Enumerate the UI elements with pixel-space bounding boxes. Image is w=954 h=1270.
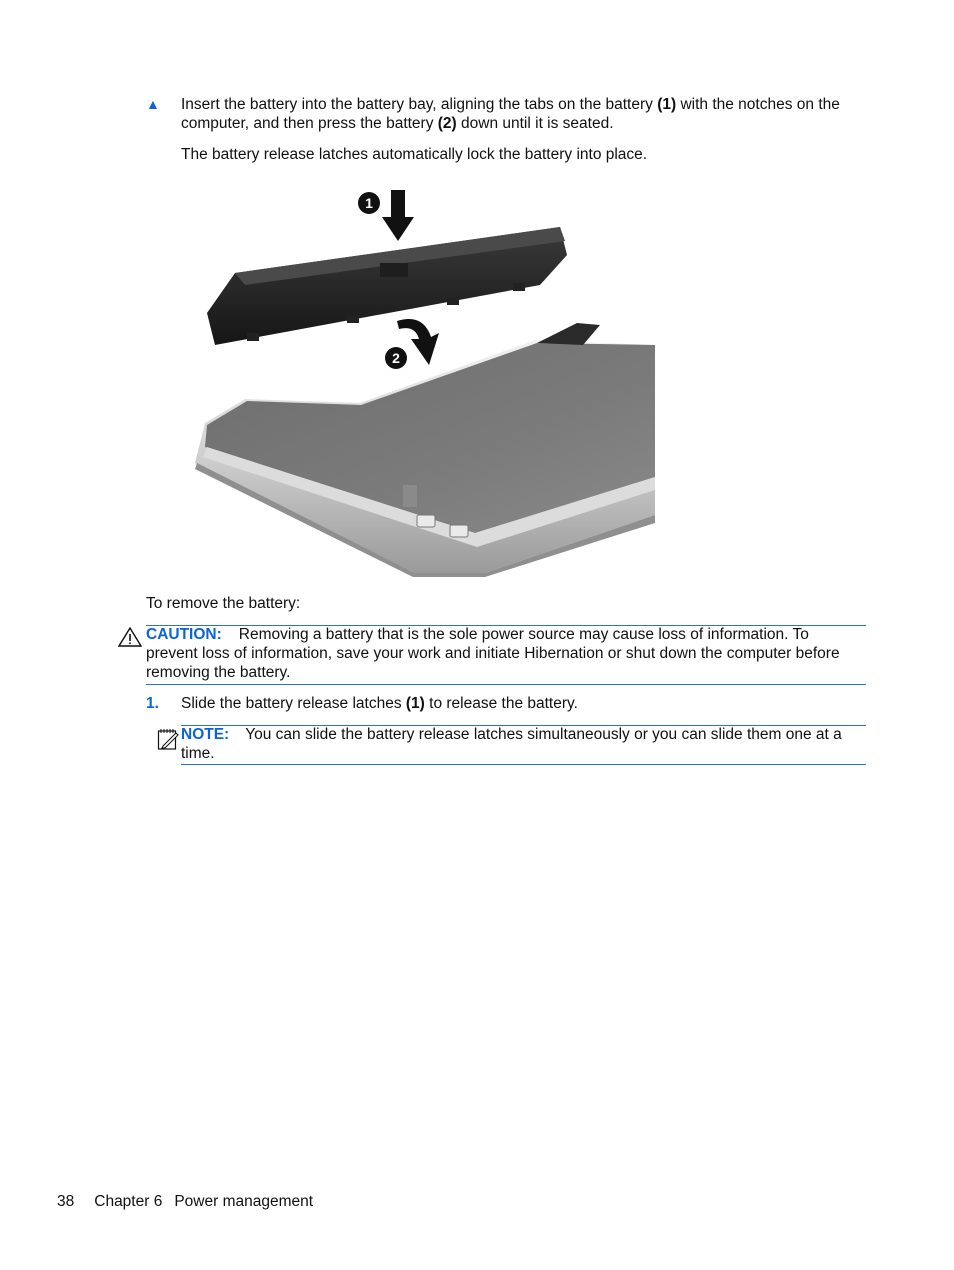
battery-tab [513, 283, 525, 291]
step-1-text [181, 694, 578, 713]
warning-triangle-icon [118, 627, 142, 647]
caution-bottom-rule [146, 684, 866, 685]
battery-illustration [185, 185, 660, 580]
note-bottom-rule [181, 764, 866, 765]
step-text-segment: computer, and then press the battery [181, 115, 438, 132]
step-text-line-2 [181, 114, 614, 133]
usb-port [417, 515, 435, 527]
notepad-icon [156, 727, 180, 751]
step-text-line-1 [181, 95, 840, 114]
step-callout-ref: (2) [437, 115, 457, 132]
step-text-segment: Insert the battery into the battery bay, aligning the tabs on the battery [181, 96, 658, 113]
step-number: 1. [146, 695, 159, 712]
step-followup-text: The battery release latches automatically lock the battery into place. [181, 146, 648, 163]
caution-label: CAUTION: [146, 626, 222, 643]
callout-1-label: 1 [365, 195, 373, 211]
usb-port [450, 525, 468, 537]
caution-warning-icon [118, 627, 142, 647]
step-callout-ref: (1) [657, 96, 677, 113]
battery-bay-latch [537, 323, 600, 345]
battery-tab [447, 297, 459, 305]
battery-tab [247, 333, 259, 341]
note-line-1 [181, 725, 842, 744]
page-number: 38 [57, 1193, 75, 1210]
callout-2-label: 2 [392, 350, 400, 366]
step-bullet-icon: ▲ [146, 96, 160, 112]
page-footer [57, 1192, 313, 1211]
footer-title: Power management [174, 1193, 314, 1210]
down-arrow-icon [382, 190, 414, 241]
battery-connector [380, 263, 408, 277]
remove-intro-text: To remove the battery: [146, 595, 301, 612]
caution-line-3: removing the battery. [146, 664, 291, 681]
step-text-segment: down until it is seated. [456, 115, 614, 132]
battery-tab [347, 315, 359, 323]
note-label: NOTE: [181, 726, 230, 743]
note-icon [156, 727, 180, 751]
caution-line-1 [146, 625, 809, 644]
note-text: You can slide the battery release latches simultaneously or you can slide them one at a [245, 726, 842, 743]
caution-line-2: prevent loss of information, save your work and initiate Hibernation or shut down the computer before [146, 645, 840, 662]
footer-chapter: Chapter 6 [94, 1193, 163, 1210]
step-callout-ref: (1) [405, 695, 425, 712]
step-text-segment: with the notches on the [676, 96, 840, 113]
battery-insertion-figure [185, 185, 660, 580]
note-line-2: time. [181, 745, 215, 762]
step-text-segment: Slide the battery release latches [181, 695, 406, 712]
step-text-segment: to release the battery. [424, 695, 578, 712]
latch-notch [403, 485, 417, 507]
caution-text: Removing a battery that is the sole power source may cause loss of information. To [238, 626, 809, 643]
